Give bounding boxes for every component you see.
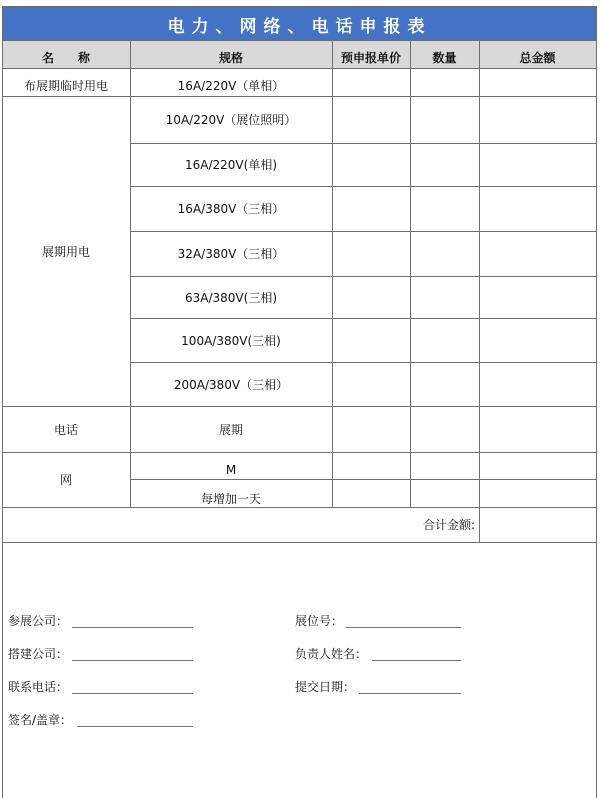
divider bbox=[130, 318, 597, 319]
divider bbox=[332, 40, 333, 507]
exhibit-power-spec-5: 63A/380V(三相) bbox=[185, 290, 277, 305]
total-label: 合计金额: bbox=[422, 518, 475, 532]
contact-person-label: 负责人姓名： bbox=[295, 647, 368, 661]
divider bbox=[410, 40, 411, 507]
divider bbox=[130, 143, 597, 144]
divider bbox=[596, 6, 597, 798]
divider bbox=[130, 186, 597, 187]
divider bbox=[2, 40, 3, 798]
divider bbox=[479, 40, 480, 542]
phone-field[interactable] bbox=[72, 693, 193, 694]
contact-person-field[interactable] bbox=[372, 660, 461, 661]
divider bbox=[130, 40, 131, 507]
exhibitor-company-label: 参展公司： bbox=[8, 614, 69, 628]
network-spec-1: M bbox=[225, 463, 237, 477]
setup-power-name: 布展期临时用电 bbox=[23, 79, 108, 93]
divider bbox=[2, 68, 597, 69]
signature-field[interactable] bbox=[77, 726, 193, 727]
form-title: 电力、网络、电话申报表 bbox=[2, 6, 597, 41]
divider bbox=[130, 231, 597, 232]
divider bbox=[2, 507, 597, 508]
builder-company-label: 搭建公司： bbox=[8, 647, 69, 661]
total-value-cell[interactable] bbox=[479, 507, 596, 542]
exhibit-power-spec-6: 100A/380V(三相) bbox=[181, 333, 281, 348]
exhibit-power-spec-2: 16A/220V(单相) bbox=[185, 158, 277, 172]
builder-company-field[interactable] bbox=[72, 660, 193, 661]
divider bbox=[2, 406, 597, 407]
phone-spec: 展期 bbox=[218, 422, 243, 437]
phone-label: 联系电话： bbox=[8, 680, 69, 694]
network-spec-2: 每增加一天 bbox=[200, 492, 261, 506]
header-unit-price: 预申报单价 bbox=[332, 41, 410, 69]
phone-name: 电话 bbox=[53, 422, 78, 437]
exhibit-power-spec-3: 16A/380V（三相） bbox=[177, 202, 285, 216]
signature-label: 签名/盖章： bbox=[8, 713, 73, 727]
divider bbox=[2, 96, 597, 97]
header-name: 名 称 bbox=[2, 41, 130, 69]
exhibit-power-spec-4: 32A/380V（三相） bbox=[177, 247, 285, 261]
exhibit-power-spec-1: 10A/220V（展位照明） bbox=[165, 113, 297, 127]
divider bbox=[2, 542, 597, 543]
divider bbox=[130, 276, 597, 277]
booth-number-label: 展位号： bbox=[295, 614, 344, 628]
exhibitor-company-field[interactable] bbox=[72, 627, 193, 628]
divider bbox=[2, 452, 597, 453]
header-spec: 规格 bbox=[130, 41, 332, 69]
network-name: 网 bbox=[59, 473, 72, 487]
header-quantity: 数量 bbox=[410, 41, 479, 69]
divider bbox=[130, 362, 597, 363]
exhibit-power-name: 展期用电 bbox=[41, 244, 90, 259]
divider bbox=[2, 40, 597, 41]
header-total: 总金额 bbox=[479, 41, 596, 69]
submit-date-field[interactable] bbox=[359, 693, 461, 694]
divider bbox=[130, 479, 597, 480]
submit-date-label: 提交日期： bbox=[295, 680, 356, 694]
exhibit-power-spec-7: 200A/380V（三相） bbox=[173, 377, 289, 392]
setup-power-spec: 16A/220V（单相） bbox=[177, 79, 285, 93]
booth-number-field[interactable] bbox=[346, 627, 461, 628]
